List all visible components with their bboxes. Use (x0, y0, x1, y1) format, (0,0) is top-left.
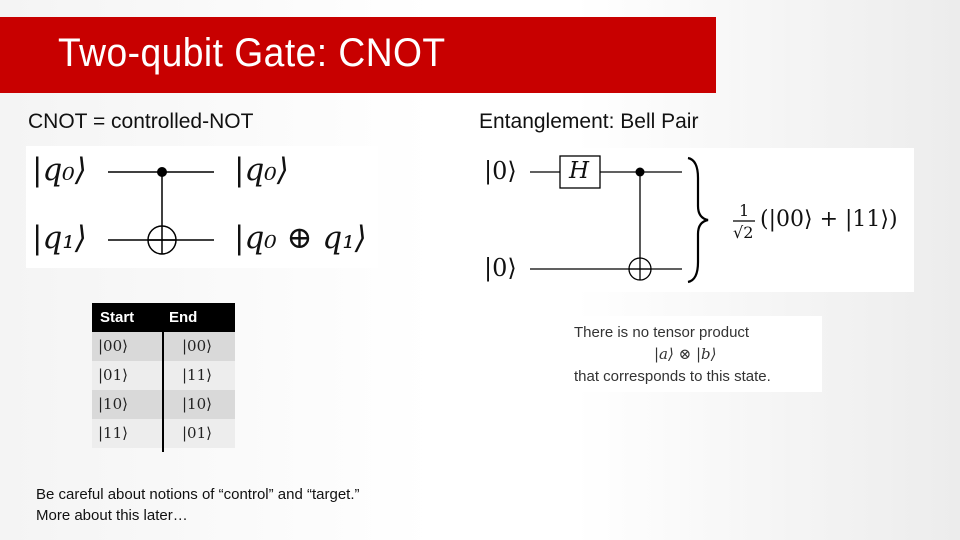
control-dot (157, 167, 167, 177)
fraction-denominator: √2 (733, 223, 754, 242)
note-line-1: There is no tensor product (574, 324, 750, 341)
tensor-note-panel (560, 316, 822, 392)
cell-end: |10⟩ (182, 395, 212, 413)
footer-line-2: More about this later… (36, 507, 188, 524)
left-heading (28, 110, 253, 134)
cnot-output-top: |q₀⟩ (234, 152, 289, 188)
fraction-numerator: 1 (739, 201, 750, 220)
truth-table-header (92, 303, 235, 332)
truth-table (92, 303, 235, 449)
cell-end: |11⟩ (182, 366, 212, 384)
slide-title: Two-qubit Gate: CNOT (58, 31, 446, 75)
table-column-divider (162, 332, 164, 452)
note-line-3: that corresponds to this state. (574, 368, 771, 385)
cnot-circuit-panel (26, 146, 378, 268)
hadamard-label: H (569, 158, 590, 184)
footer-note (36, 484, 360, 526)
left-heading-bold: CNOT (28, 110, 88, 133)
header-start: Start (100, 309, 135, 326)
note-line-2: |a⟩ ⊗ |b⟩ (654, 345, 717, 363)
bell-circuit-panel (480, 148, 914, 292)
right-heading: Entanglement: Bell Pair (479, 110, 699, 133)
right-brace (688, 158, 708, 282)
cell-start: |11⟩ (98, 424, 128, 442)
left-heading-rest: = controlled-NOT (87, 110, 254, 133)
header-end: End (169, 309, 198, 326)
cnot-input-top: |q₀⟩ (32, 152, 87, 188)
bell-control-dot (636, 168, 645, 177)
cell-start: |10⟩ (98, 395, 128, 413)
cnot-input-bottom: |q₁⟩ (32, 220, 87, 256)
bell-input-bottom: |0⟩ (484, 254, 517, 282)
cnot-output-bottom: |q₀ ⊕ q₁⟩ (234, 220, 367, 256)
cell-start: |00⟩ (98, 337, 128, 355)
footer-line-1: Be careful about notions of “control” and “target.” (36, 486, 360, 503)
cell-end: |01⟩ (182, 424, 212, 442)
cell-end: |00⟩ (182, 337, 212, 355)
bell-state: (|00⟩ + |11⟩) (760, 207, 898, 232)
bell-input-top: |0⟩ (484, 157, 517, 185)
cell-start: |01⟩ (98, 366, 128, 384)
